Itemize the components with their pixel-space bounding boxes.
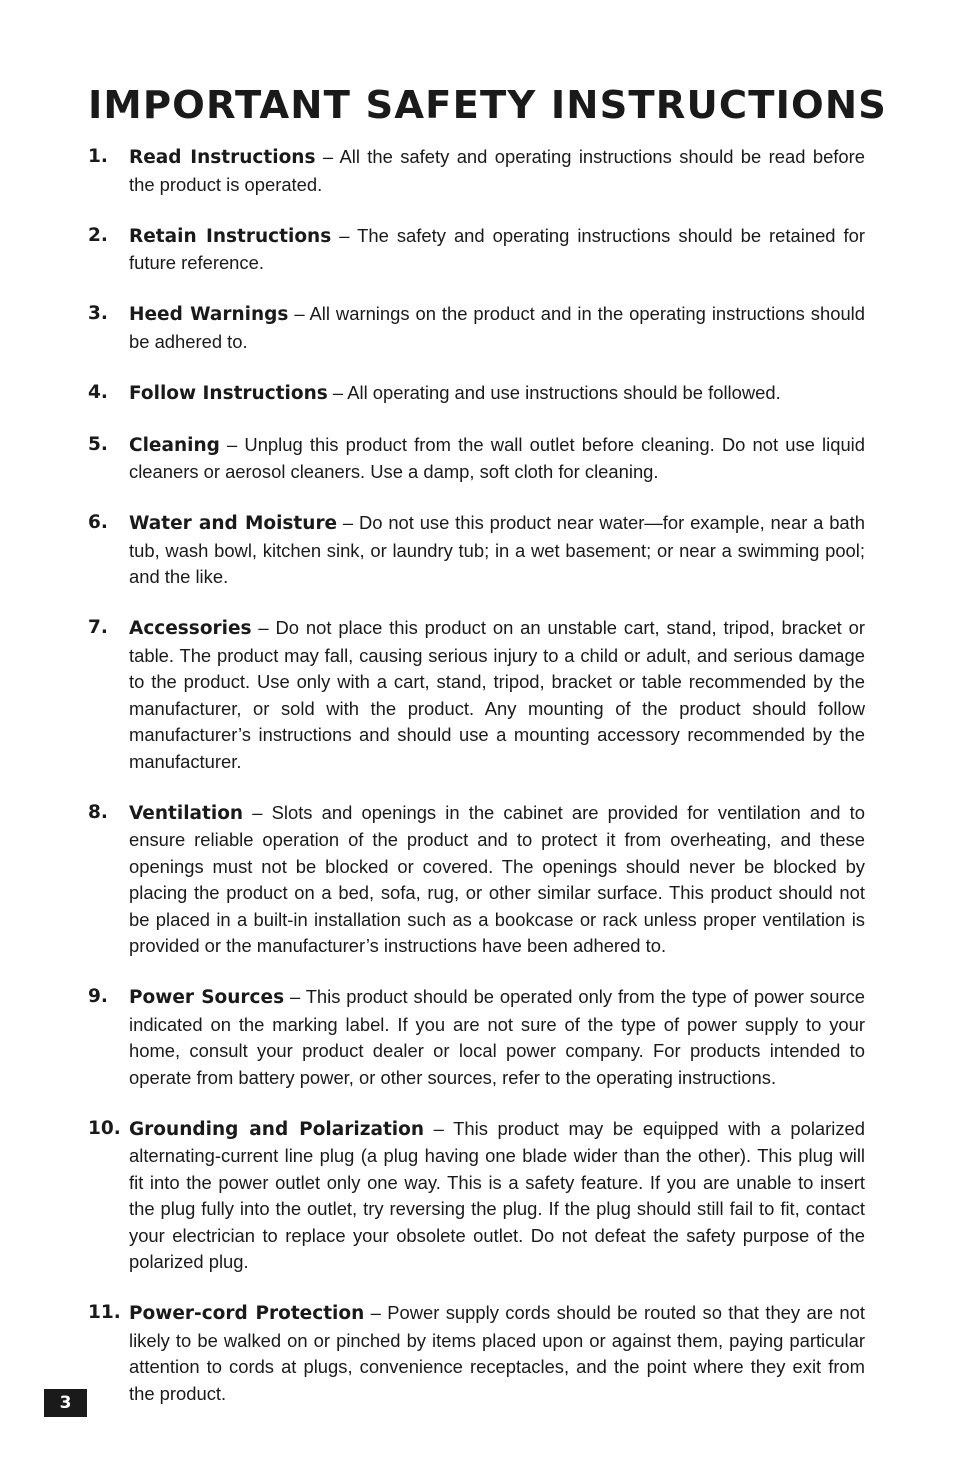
- item-text: – This product should be operated only from the type of power source indicated on the marking label. If you are not sure of the type of power supply to your home, consult your product dealer or local power company. For products intended to operate from battery power, or other sources, refer to the operating instructions.: [129, 986, 865, 1088]
- item-text: – All the safety and operating instructions should be read before the product is operated.: [129, 146, 865, 195]
- item-number: 2.: [88, 224, 108, 246]
- item-number: 3.: [88, 303, 108, 324]
- item-heading: Read Instructions: [129, 147, 316, 168]
- item-heading: Retain Instructions: [129, 225, 332, 247]
- item-text: – Slots and openings in the cabinet are provided for ventilation and to ensure reliable operation of the product and to protect it from overheating, and these openings must not be blocked or covered. The openings should never be blocked by placing the product on a bed, sofa, rug, or other similar surface. This product should not be placed in a built-in installation such as a bookcase or rack unless proper ventilation is provided or the manufacturer’s instructions have been adhered to.: [129, 801, 865, 956]
- item-number: 10.: [88, 1117, 121, 1139]
- item-text: – Power supply cords should be routed so that they are not likely to be walked on or pinched by items placed upon or against them, paying particular attention to cords at plugs, convenience receptacles, and the point where they exit from the product.: [129, 1302, 865, 1404]
- safety-instructions-list: [88, 144, 865, 1432]
- item-number: 8.: [88, 801, 108, 823]
- instruction-item-4: [88, 380, 865, 408]
- instruction-item-6: [88, 510, 865, 591]
- item-heading: Power Sources: [129, 987, 285, 1008]
- item-heading: Grounding and Polarization: [129, 1118, 425, 1140]
- instruction-item-10: [88, 1116, 865, 1276]
- item-text: – Do not use this product near water—for example, near a bath tub, wash bowl, kitchen sink, or laundry tub; in a wet basement; or near a swimming pool; and the like.: [129, 512, 865, 587]
- item-number: 11.: [88, 1302, 121, 1323]
- item-text: – All operating and use instructions should be followed.: [327, 381, 781, 403]
- item-heading: Water and Moisture: [129, 513, 338, 534]
- item-heading: Heed Warnings: [129, 304, 289, 325]
- instruction-item-1: [88, 144, 865, 198]
- item-heading: Follow Instructions: [129, 382, 328, 404]
- page-title: IMPORTANT SAFETY INSTRUCTIONS: [88, 83, 887, 128]
- item-number: 5.: [88, 433, 108, 455]
- item-number: 7.: [88, 617, 108, 638]
- instruction-item-7: [88, 615, 865, 775]
- item-number: 6.: [88, 512, 108, 533]
- item-heading: Power-cord Protection: [129, 1303, 365, 1324]
- item-text: – Do not place this product on an unstable cart, stand, tripod, bracket or table. The product may fall, causing serious injury to a child or adult, and serious damage to the product. Use only with a cart, stand, tripod, bracket or table recommended by the manufacturer, or sold with the product. Any mounting of the product should follow manufacturer’s instructions and should use a mounting accessory recommended by the manufacturer.: [129, 617, 865, 772]
- instruction-item-2: [88, 223, 865, 277]
- item-number: 4.: [88, 381, 108, 403]
- page-number-badge: 3: [44, 1389, 87, 1417]
- instruction-item-9: [88, 984, 865, 1091]
- instruction-item-11: [88, 1300, 865, 1407]
- item-text: – The safety and operating instructions should be retained for future reference.: [129, 224, 865, 273]
- item-text: – This product may be equipped with a polarized alternating-current line plug (a plug having one blade wider than the other). This plug will fit into the power outlet only one way. This is a safety feature. If you are unable to insert the plug fully into the outlet, try reversing the plug. If the plug should still fail to fit, contact your electrician to replace your obsolete outlet. Do not defeat the safety purpose of the polarized plug.: [129, 1117, 865, 1272]
- item-heading: Accessories: [129, 618, 252, 639]
- instruction-item-3: [88, 301, 865, 355]
- item-heading: Cleaning: [129, 434, 220, 456]
- item-number: 9.: [88, 986, 108, 1007]
- instruction-item-8: [88, 800, 865, 960]
- item-text: – All warnings on the product and in the operating instructions should be adhered to.: [129, 303, 865, 352]
- instruction-item-5: [88, 432, 865, 486]
- item-text: – Unplug this product from the wall outlet before cleaning. Do not use liquid cleaners or aerosol cleaners. Use a damp, soft cloth for cleaning.: [129, 433, 865, 482]
- item-heading: Ventilation: [129, 802, 244, 824]
- item-number: 1.: [88, 146, 108, 167]
